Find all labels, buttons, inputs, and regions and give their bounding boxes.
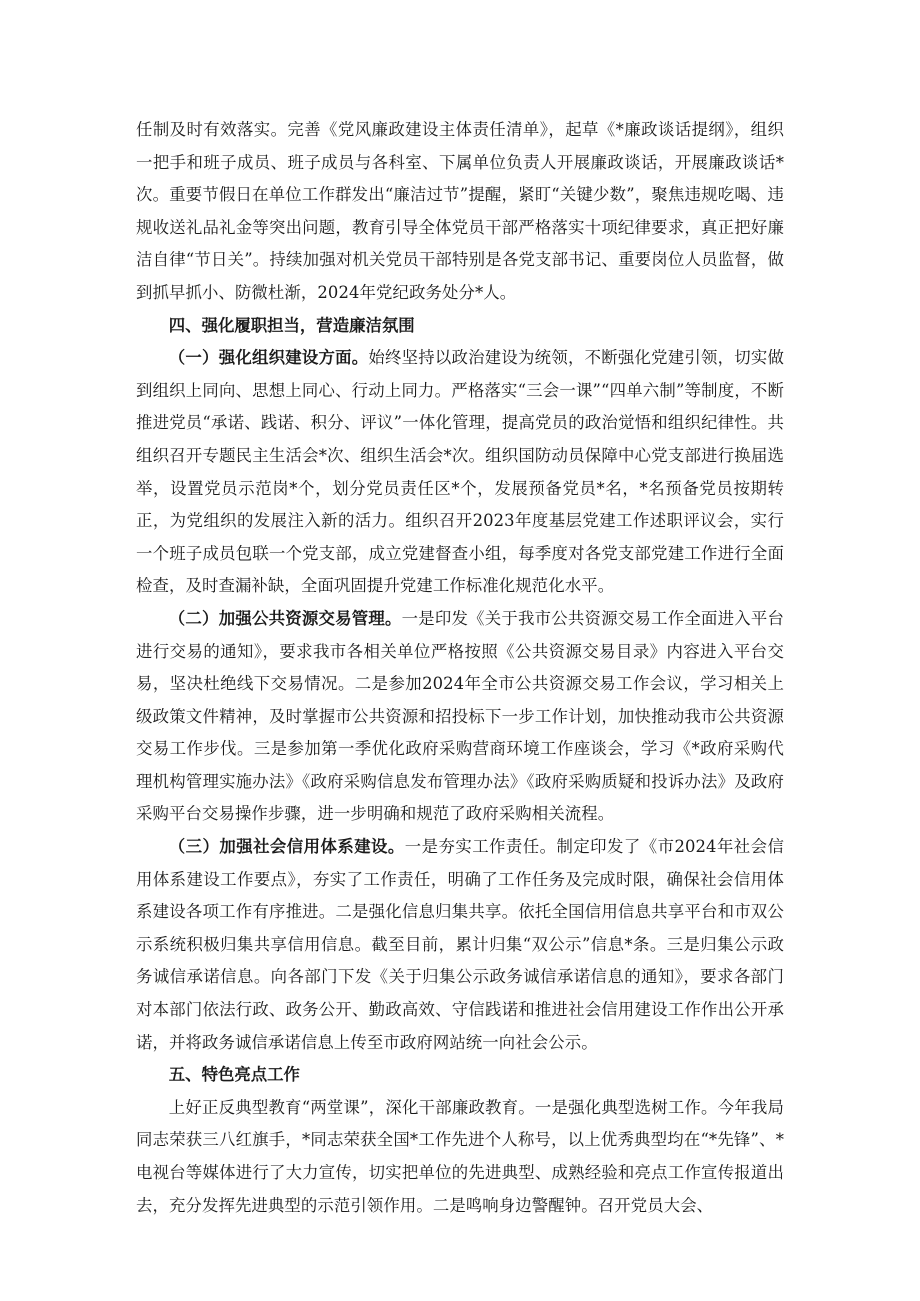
subheading-social-credit: （三）加强社会信用体系建设。	[168, 837, 405, 857]
paragraph-social-credit-text: 一是夯实工作责任。制定印发了《市2024年社会信用体系建设工作要点》，夯实了工作责任，明确了工作任务及完成时限，确保社会信用体系建设各项工作有序推进。二是强化信息归集共享。依托全国信用信息共享平台和市双公示系统积极归集共享信用信息。截至目前，累计归集“双公示”信息*条。三是归集公示政务诚信承诺信息。向各部门下发《关于归集公示政务诚信承诺信息的通知》，要求各部门对本部门依法行政、政务公开、勤政高效、守信践诺和推进社会信用建设工作作出公开承诺，并将政务诚信承诺信息上传至市政府网站统一向社会公示。	[136, 837, 784, 1052]
paragraph-highlights: 上好正反典型教育“两堂课”，深化干部廉政教育。一是强化典型选树工作。今年我局同志荣获三八红旗手，*同志荣获全国*工作先进个人称号，以上优秀典型均在“*先锋”、*电视台等媒体进行了大力宣传，切实把单位的先进典型、成熟经验和亮点工作宣传报道出去，充分发挥先进典型的示范引领作用。二是鸣响身边警醒钟。召开党员大会、	[136, 1097, 784, 1215]
paragraph-organization	[136, 342, 784, 603]
paragraph-organization-text: 始终坚持以政治建设为统领，不断强化党建引领，切实做到组织上同向、思想上同心、行动上同力。严格落实“三会一课”“四单六制”等制度，不断推进党员“承诺、践诺、积分、评议”一体化管理，提高党员的政治觉悟和组织纪律性。共组织召开专题民主生活会*次、组织生活会*次。组织国防动员保障中心党支部进行换届选举，设置党员示范岗*个，划分党员责任区*个，发展预备党员*名，*名预备党员按期转正，为党组织的发展注入新的活力。组织召开2023年度基层党建工作述职评议会，实行一个班子成员包联一个党支部，成立党建督查小组，每季度对各党支部党建工作进行全面检查，及时查漏补缺，全面巩固提升党建工作标准化规范化水平。	[136, 348, 785, 596]
section-heading-5: 五、特色亮点工作	[168, 1065, 300, 1085]
subheading-public-resources: （二）加强公共资源交易管理。	[168, 608, 402, 628]
section-heading-4: 四、强化履职担当，营造廉洁氛围	[168, 315, 415, 335]
paragraph-public-resources-text: 一是印发《关于我市公共资源交易工作全面进入平台进行交易的通知》，要求我市各相关单位严格按照《公共资源交易目录》内容进入平台交易，坚决杜绝线下交易情况。二是参加2024年全市公共资源交易工作会议，学习相关上级政策文件精神，及时掌握市公共资源和招投标下一步工作计划，加快推动我市公共资源交易工作步伐。三是参加第一季优化政府采购营商环境工作座谈会，学习《*政府采购代理机构管理实施办法》《政府采购信息发布管理办法》《政府采购质疑和投诉办法》及政府采购平台交易操作步骤，进一步明确和规范了政府采购相关流程。	[136, 608, 784, 824]
paragraph-public-resources	[136, 603, 784, 831]
paragraph-social-credit	[136, 831, 784, 1059]
paragraph-continued: 任制及时有效落实。完善《党风廉政建设主体责任清单》，起草《*廉政谈话提纲》，组织一把手和班子成员、班子成员与各科室、下属单位负责人开展廉政谈话，开展廉政谈话*次。重要节假日在单位工作群发出“廉洁过节”提醒，紧盯“关键少数”，聚焦违规吃喝、违规收送礼品礼金等突出问题，教育引导全体党员干部严格落实十项纪律要求，真正把好廉洁自律“节日关”。持续加强对机关党员干部特别是各党支部书记、重要岗位人员监督，做到抓早抓小、防微杜渐，2024年党纪政务处分*人。	[136, 120, 784, 302]
subheading-organization: （一）强化组织建设方面。	[168, 348, 369, 368]
